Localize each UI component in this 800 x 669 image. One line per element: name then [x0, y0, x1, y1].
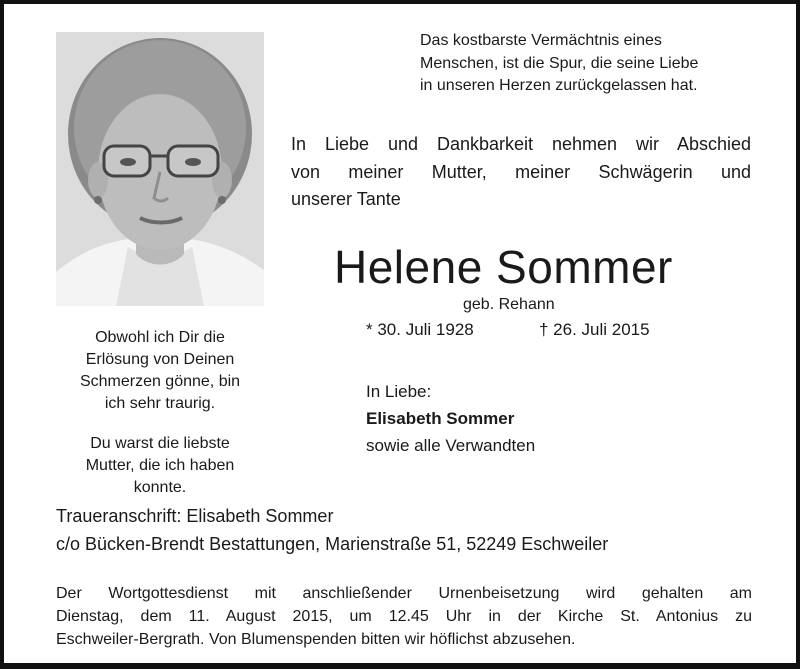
intro-line: In Liebe und Dankbarkeit nehmen wir Abschied [291, 134, 751, 154]
message-line: Schmerzen gönne, bin [79, 373, 241, 390]
quote-line: Das kostbarste Vermächtnis eines [420, 32, 662, 49]
quote-line: Menschen, ist die Spur, die seine Liebe [420, 54, 699, 72]
life-dates [366, 320, 650, 340]
mourners-intro: In Liebe: [366, 382, 432, 401]
portrait-illustration [56, 32, 264, 306]
quote-block [420, 30, 760, 98]
quote-line: in unseren Herzen zurückgelassen hat. [420, 77, 698, 94]
intro-line: unserer Tante [291, 189, 401, 209]
service-line: Der Wortgottesdienst mit anschließender Urnenbeisetzung wird gehalten am [56, 585, 752, 602]
message-line: ich sehr traurig. [104, 395, 216, 412]
birth-date: * 30. Juli 1928 [366, 320, 474, 339]
message-line: Obwohl ich Dir die [95, 329, 225, 346]
message-line: Du warst die liebste [90, 435, 230, 452]
death-date: † 26. Juli 2015 [539, 320, 650, 339]
service-notice [56, 582, 752, 651]
service-line: Dienstag, dem 11. August 2015, um 12.45 Uhr in der Kirche St. Antonius zu [56, 608, 752, 625]
deceased-name: Helene Sommer [334, 241, 673, 293]
intro-line: von meiner Mutter, meiner Schwägerin und [291, 161, 751, 182]
address-line: Traueranschrift: Elisabeth Sommer [56, 506, 334, 526]
mourners-others: sowie alle Verwandten [366, 436, 536, 455]
message-line: Erlösung von Deinen [85, 351, 235, 368]
portrait-photo [56, 32, 264, 306]
maiden-name: geb. Rehann [463, 296, 555, 313]
mourner-name: Elisabeth Sommer [366, 409, 515, 428]
address-line: c/o Bücken-Brendt Bestattungen, Marienstraße 51, 52249 Eschweiler [56, 533, 609, 554]
mourners-block [366, 378, 535, 459]
message-line: konnte. [133, 479, 187, 496]
message-line: Mutter, die ich haben [85, 457, 235, 474]
service-line: Eschweiler-Bergrath. Von Blumenspenden bitten wir höflichst abzusehen. [56, 631, 576, 648]
personal-message [56, 321, 264, 505]
mourning-address [56, 503, 608, 558]
farewell-intro [291, 131, 751, 214]
